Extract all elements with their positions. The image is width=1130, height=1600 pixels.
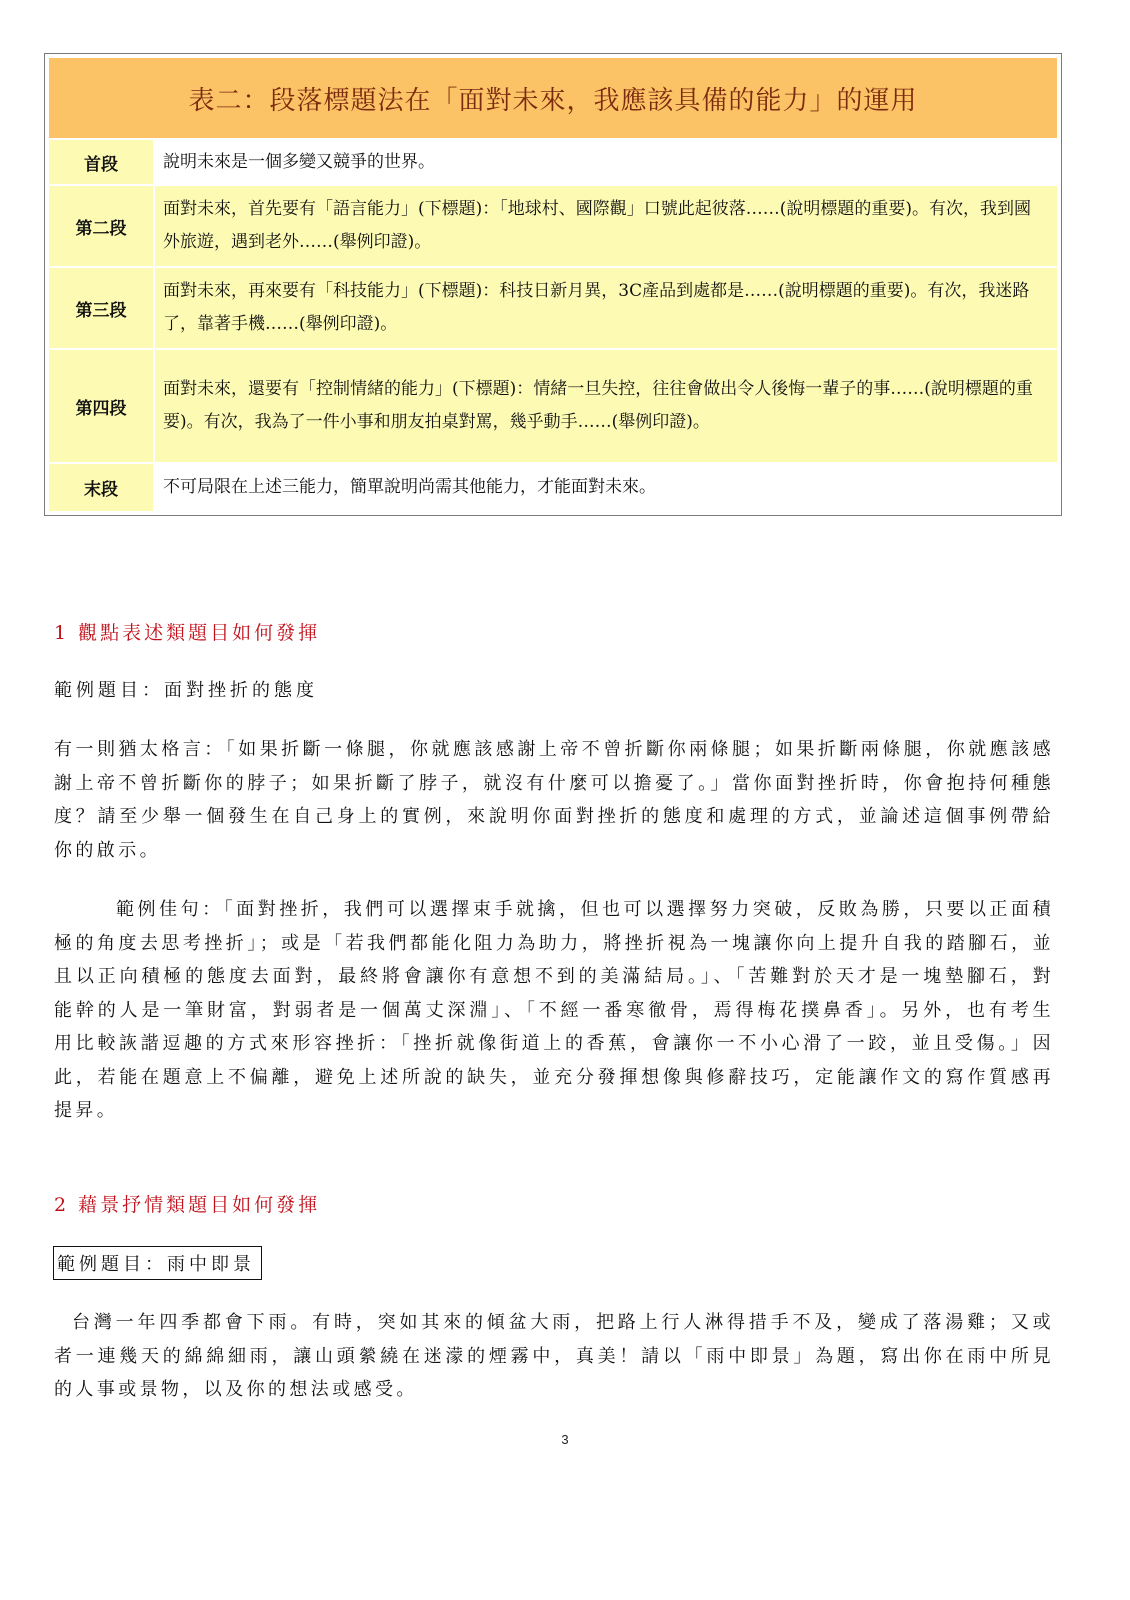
section1-heading: 1 觀點表述類題目如何發揮 (54, 622, 321, 644)
paragraph-outline-table (44, 53, 1062, 516)
row-label: 首段 (49, 140, 153, 184)
table-row (49, 268, 1057, 348)
row-label: 第三段 (49, 268, 153, 348)
row-text: 不可局限在上述三能力，簡單說明尚需其他能力，才能面對未來。 (155, 464, 1057, 511)
row-label: 第四段 (49, 350, 153, 462)
row-text: 面對未來，還要有「控制情緒的能力」(下標題)：情緒一旦失控，往往會做出令人後悔一輩子的事……(說明標題的重要)。有次，我為了一件小事和朋友拍桌對罵，幾乎動手……(舉例印證)。 (155, 350, 1057, 462)
page-number: 3 (561, 1432, 569, 1447)
row-label: 第二段 (49, 186, 153, 266)
table-row (49, 140, 1057, 184)
row-label: 末段 (49, 464, 153, 511)
row-text: 說明未來是一個多變又競爭的世界。 (155, 140, 1057, 184)
table-row (49, 186, 1057, 266)
table-row (49, 350, 1057, 462)
section2-example-title: 範例題目：雨中即景 (53, 1246, 262, 1280)
section1-sample-sentences: 範例佳句：「面對挫折，我們可以選擇束手就擒，但也可以選擇努力突破，反敗為勝，只要以正面積極的角度去思考挫折」；或是「若我們都能化阻力為助力，將挫折視為一塊讓你向上提升自我的踏腳石，並且以正向積極的態度去面對，最終將會讓你有意想不到的美滿結局。」、「苦難對於天才是一塊墊腳石，對能幹的人是一筆財富，對弱者是一個萬丈深淵」、「不經一番寒徹骨，焉得梅花撲鼻香」。另外，也有考生用比較詼諧逗趣的方式來形容挫折：「挫折就像街道上的香蕉，會讓你一不小心滑了一跤，並且受傷。」因此，若能在題意上不偏離，避免上述所說的缺失，並充分發揮想像與修辭技巧，定能讓作文的寫作質感再提昇。 (54, 899, 1054, 1121)
row-text: 面對未來，再來要有「科技能力」(下標題)：科技日新月異，3C產品到處都是……(說明標題的重要)。有次，我迷路了，靠著手機……(舉例印證)。 (155, 268, 1057, 348)
row-text: 面對未來，首先要有「語言能力」(下標題)：「地球村、國際觀」口號此起彼落……(說明標題的重要)。有次，我到國外旅遊，遇到老外……(舉例印證)。 (155, 186, 1057, 266)
section1-example-title: 範例題目：面對挫折的態度 (54, 680, 318, 701)
section1-prompt: 有一則猶太格言：「如果折斷一條腿，你就應該感謝上帝不曾折斷你兩條腿；如果折斷兩條腿，你就應該感謝上帝不曾折斷你的脖子；如果折斷了脖子，就沒有什麼可以擔憂了。」當你面對挫折時，你會抱持何種態度？請至少舉一個發生在自己身上的實例，來說明你面對挫折的態度和處理的方式，並論述這個事例帶給你的啟示。 (54, 739, 1054, 861)
table-row (49, 464, 1057, 511)
table-title: 表二：段落標題法在「面對未來，我應該具備的能力」的運用 (49, 58, 1057, 138)
section2-heading: 2 藉景抒情類題目如何發揮 (54, 1194, 321, 1216)
section2-prompt: 台灣一年四季都會下雨。有時，突如其來的傾盆大雨，把路上行人淋得措手不及，變成了落湯雞；又或者一連幾天的綿綿細雨，讓山頭縈繞在迷濛的煙霧中，真美！請以「雨中即景」為題，寫出你在雨中所見的人事或景物，以及你的想法或感受。 (54, 1312, 1054, 1400)
